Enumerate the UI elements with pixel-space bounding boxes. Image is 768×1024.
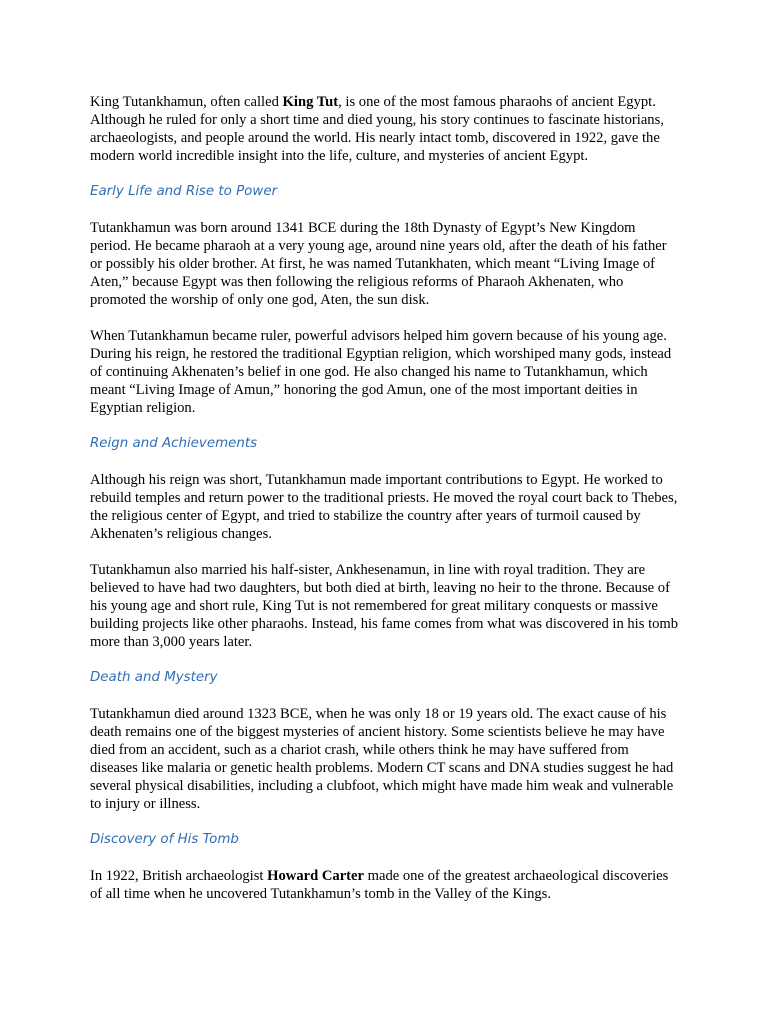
death-paragraph: Tutankhamun died around 1323 BCE, when he was only 18 or 19 years old. The exact cause of his death remains one of the biggest mysteries of ancient history. Some scientists believe he may have died from an accident, such as a chariot crash, while others think he may have suffered from diseases like malaria or genetic health problems. Modern CT scans and DNA studies suggest he had several physical disabilities, including a clubfoot, which might have made him weak and vulnerable to injury or illness. [90, 706, 674, 812]
reign-paragraph-1: Although his reign was short, Tutankhamun made important contributions to Egypt. He worked to rebuild temples and return power to the traditional priests. He moved the royal court back to Thebes, the religious center of Egypt, and tried to stabilize the country after years of turmoil caused by Akhenaten’s religious changes. [90, 472, 678, 542]
discovery-text-end: made one of the greatest archaeological discoveries of all time when he uncovered Tutankhamun’s tomb in the Valley of the Kings. [90, 868, 669, 902]
heading-early-life: Early Life and Rise to Power [90, 184, 278, 199]
reign-paragraph-2: Tutankhamun also married his half-sister, Ankhesenamun, in line with royal tradition. They are believed to have had two daughters, but both died at birth, leaving no heir to the throne. Because of his young age and short rule, King Tut is not remembered for great military conquests or massive building projects like other pharaohs. Instead, his fame comes from what was discovered in his tomb more than 3,000 years later. [90, 562, 679, 650]
intro-text-start: King Tutankhamun, often called [90, 94, 283, 110]
heading-death: Death and Mystery [90, 670, 218, 685]
intro-paragraph [90, 93, 680, 165]
king-tut-bold: King Tut [282, 94, 339, 110]
discovery-paragraph [90, 867, 680, 903]
heading-discovery: Discovery of His Tomb [90, 832, 239, 847]
intro-text-end: , is one of the most famous pharaohs of ancient Egypt. Although he ruled for only a short time and died young, his story continues to fascinate historians, archaeologists, and people around the world. His nearly intact tomb, discovered in 1922, gave the modern world incredible insight into the life, culture, and mysteries of ancient Egypt. [90, 94, 664, 164]
heading-reign: Reign and Achievements [90, 436, 258, 451]
document-page [90, 93, 680, 921]
early-life-paragraph-2: When Tutankhamun became ruler, powerful advisors helped him govern because of his young age. During his reign, he restored the traditional Egyptian religion, which worshiped many gods, instead of continuing Akhenaten’s belief in one god. He also changed his name to Tutankhamun, which meant “Living Image of Amun,” honoring the god Amun, one of the most important deities in Egyptian religion. [90, 328, 672, 416]
discovery-text-start: In 1922, British archaeologist [90, 868, 268, 884]
early-life-paragraph-1: Tutankhamun was born around 1341 BCE during the 18th Dynasty of Egypt’s New Kingdom period. He became pharaoh at a very young age, around nine years old, after the death of his father or possibly his older brother. At first, he was named Tutankhaten, which meant “Living Image of Aten,” because Egypt was then following the religious reforms of Pharaoh Akhenaten, who promoted the worship of only one god, Aten, the sun disk. [90, 220, 667, 308]
howard-carter-bold: Howard Carter [267, 868, 364, 884]
